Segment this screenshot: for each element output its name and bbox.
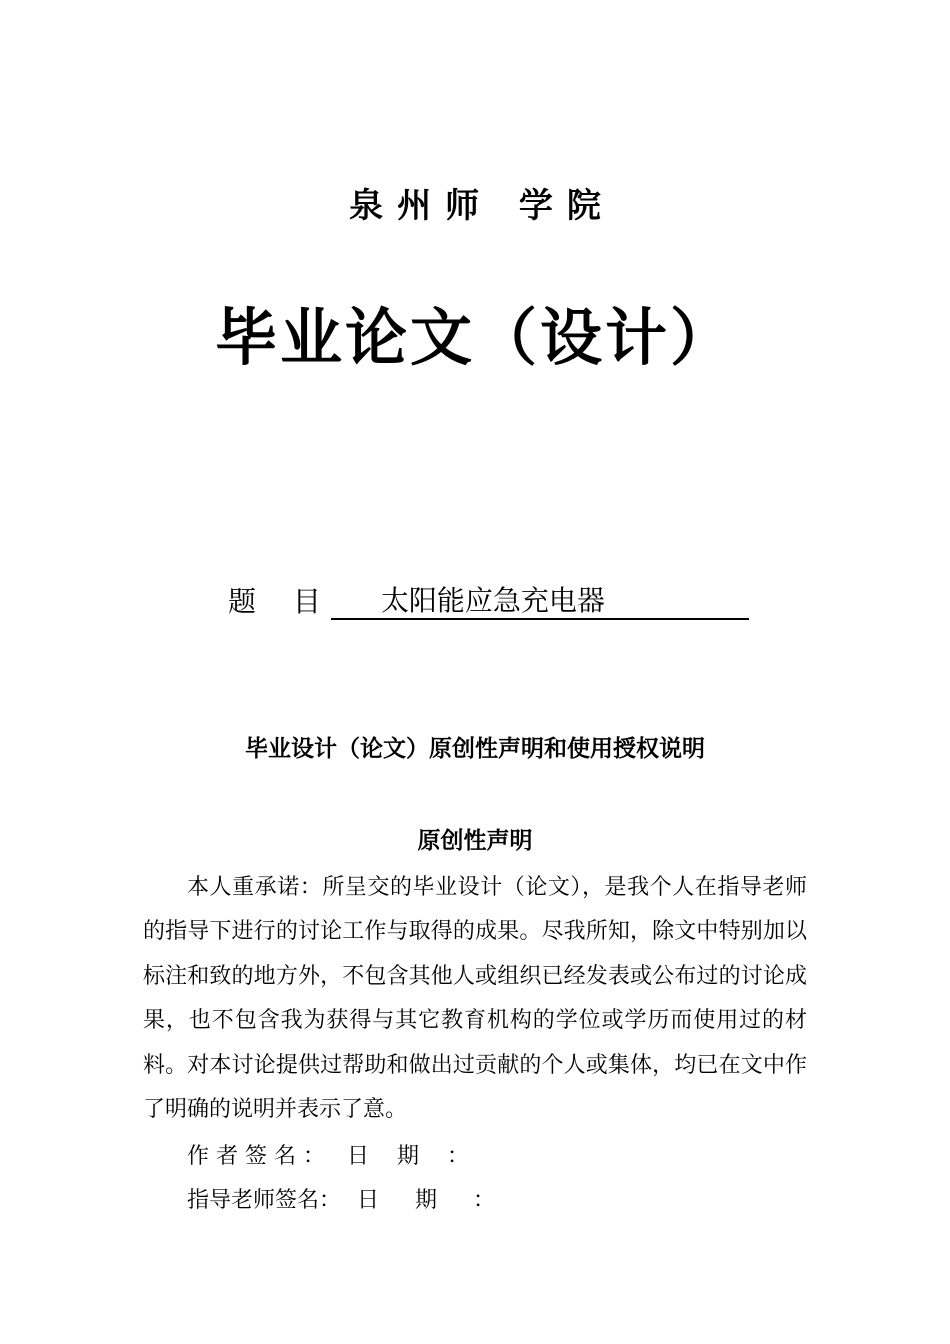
author-signature-row (187, 1138, 497, 1170)
declaration-title: 毕业设计（论文）原创性声明和使用授权说明 (245, 736, 705, 762)
advisor-signature-row (187, 1182, 531, 1214)
document-type-title: 毕业论文（设计） (214, 301, 735, 374)
advisor-signature-label: 指导老师签名： (187, 1187, 342, 1213)
author-signature-label: 作者签名： (187, 1143, 333, 1169)
advisor-date-label: 日期： (357, 1187, 532, 1213)
author-date-label: 日期： (347, 1143, 498, 1169)
declaration-body: 本人重承诺：所呈交的毕业设计（论文），是我个人在指导老师的指导下进行的讨论工作与取得的成果。尽我所知，除文中特别加以标注和致的地方外，不包含其他人或组织已经发表或公布过的讨论成果，也不包含我为获得与其它教育机构的学位或学历而使用过的材料。对本讨论提供过帮助和做出过贡献的个人或集体，均已在文中作了明确的说明并表示了意。 (143, 875, 807, 1123)
school-name: 泉州师 学院 (349, 186, 615, 226)
originality-section-title: 原创性声明 (417, 828, 533, 854)
topic-label: 题 目 (228, 585, 335, 618)
topic-value: 太阳能应急充电器 (331, 584, 749, 620)
topic-row (228, 578, 749, 620)
